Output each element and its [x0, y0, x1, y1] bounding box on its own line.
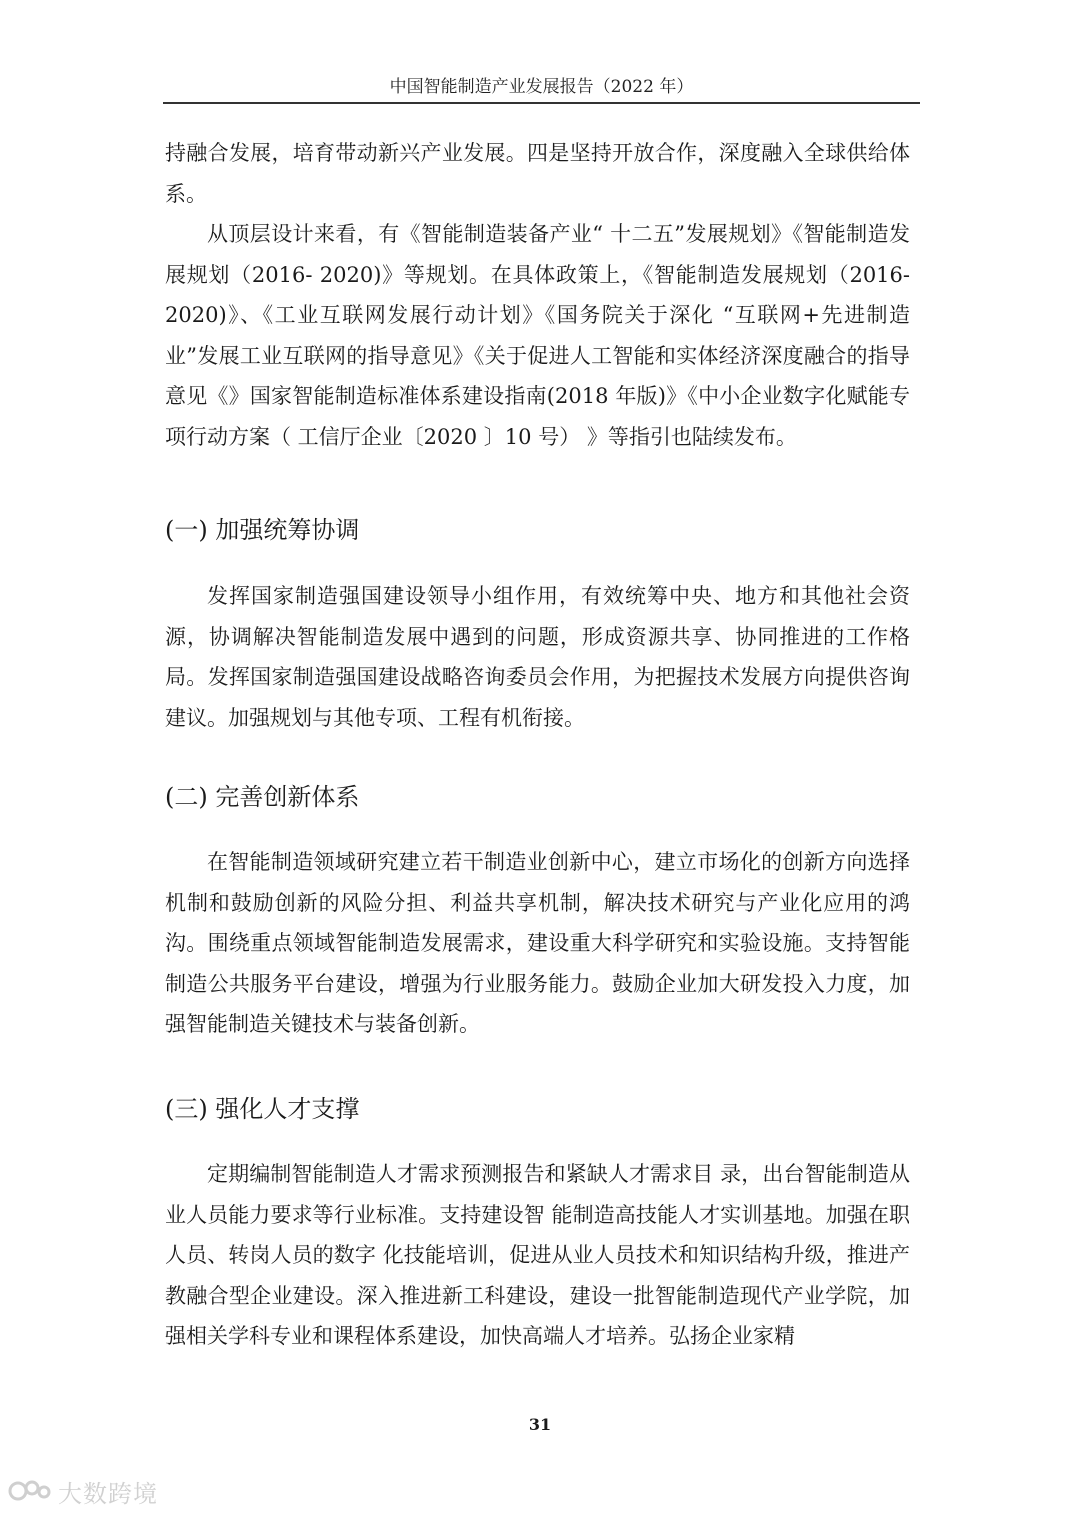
- paragraph-continuation: 持融合发展，培育带动新兴产业发展。四是坚持开放合作，深度融入全球供给体系。: [165, 141, 910, 206]
- section-body-2: [165, 842, 910, 1045]
- section-paragraph-2: 在智能制造领域研究建立若干制造业创新中心，建立市场化的创新方向选择机制和鼓励创新的风险分担、利益共享机制，解决技术研究与产业化应用的鸿沟。围绕重点领域智能制造发展需求，建设重大科学研究和实验设施。支持智能制造公共服务平台建设，增强为行业服务能力。鼓励企业加大研发投入力度，加强智能制造关键技术与装备创新。: [165, 850, 910, 1036]
- section-body-3: [165, 1154, 910, 1357]
- paragraph-top-level-design: 从顶层设计来看，有《智能制造装备产业“ 十二五”发展规划》《智能制造发展规划（2016- 2020)》等规划。在具体政策上，《智能制造发展规划（2016-2020)》、《工业互联网发展行动计划》《国务院关于深化 “互联网+先进制造业”发展工业互联网的指导意见》《关于促进人工智能和实体经济深度融合的指导意见《》国家智能制造标准体系建设指南(2018 年版)》《中小企业数字化赋能专项行动方案（ 工信厅企业〔2020 〕10 号） 》等指引也陆续发布。: [165, 222, 910, 449]
- header-divider: [163, 102, 920, 104]
- section-heading-1: (一) 加强统筹协调: [165, 516, 360, 544]
- page-number: 31: [528, 1415, 552, 1434]
- section-paragraph-1: 发挥国家制造强国建设领导小组作用，有效统筹中央、地方和其他社会资源，协调解决智能制造发展中遇到的问题，形成资源共享、协同推进的工作格局。发挥国家制造强国建设战略咨询委员会作用，为把握技术发展方向提供咨询建议。加强规划与其他专项、工程有机衔接。: [165, 584, 910, 730]
- section-paragraph-3: 定期编制智能制造人才需求预测报告和紧缺人才需求目 录，出台智能制造从业人员能力要求等行业标准。支持建设智 能制造高技能人才实训基地。加强在职人员、转岗人员的数字 化技能培训，促进从业人员技术和知识结构升级，推进产教融合型企业建设。深入推进新工科建设，建设一批智能制造现代产业学院，加强相关学科专业和课程体系建设，加快高端人才培养。弘扬企业家精: [165, 1162, 910, 1348]
- brand-logo-icon: [8, 1476, 52, 1506]
- intro-block: [165, 133, 910, 457]
- section-body-1: [165, 576, 910, 738]
- running-header: 中国智能制造产业发展报告（2022 年）: [389, 77, 694, 97]
- section-heading-3: (三) 强化人才支撑: [165, 1095, 360, 1123]
- watermark: [8, 1474, 158, 1508]
- section-heading-2: (二) 完善创新体系: [165, 783, 360, 811]
- watermark-label: 大数跨境: [58, 1479, 158, 1508]
